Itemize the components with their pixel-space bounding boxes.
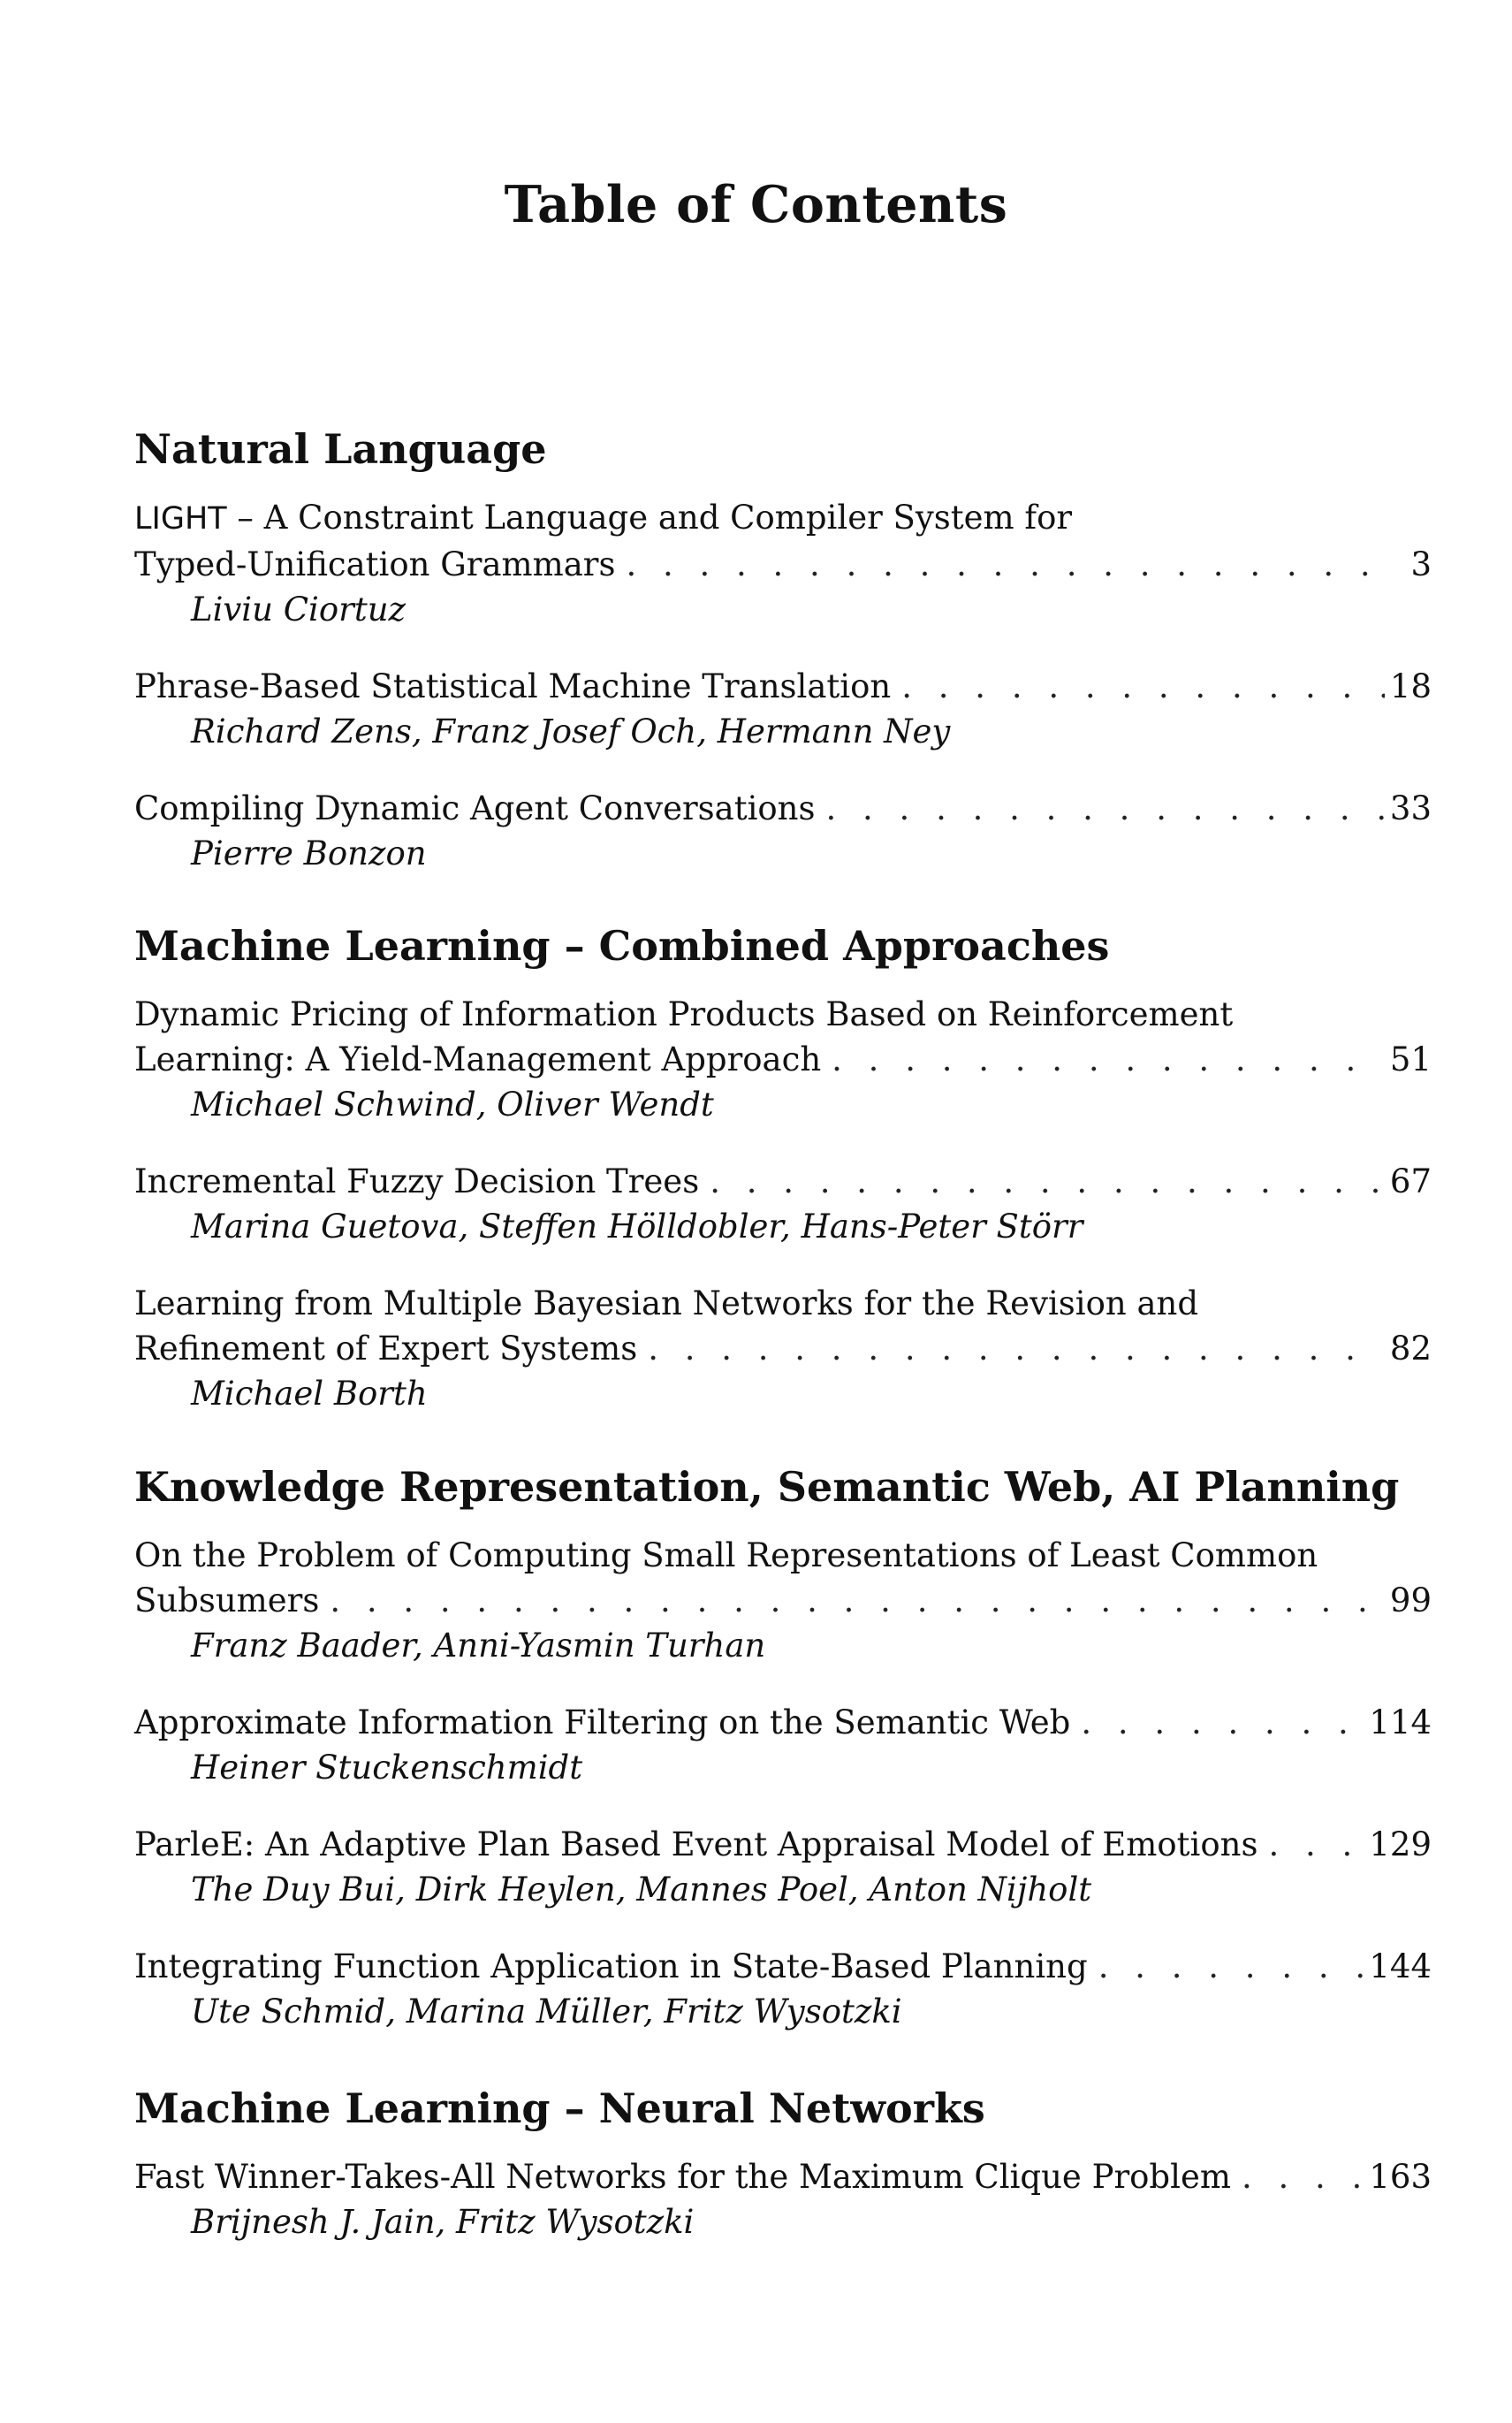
leader-dots [832,1037,1385,1082]
entry-last-line [134,786,1432,831]
toc-entry[interactable] [134,992,1432,1127]
entry-authors: Michael Schwind, Oliver Wendt [191,1086,714,1124]
section-heading: Natural Language [134,425,547,473]
entry-title: Fast Winner-Takes-All Networks for the Maximum Clique Problem [134,2158,1231,2196]
page-number[interactable]: 51 [1389,1040,1432,1078]
page-number[interactable]: 114 [1369,1703,1432,1741]
leader-dots [626,542,1391,587]
toc-entry[interactable] [134,1700,1432,1790]
entry-last-line [134,1037,1432,1082]
toc-entry[interactable] [134,1822,1432,1912]
entry-title: Incremental Fuzzy Decision Trees [134,1162,700,1200]
entry-authors: Pierre Bonzon [191,834,427,872]
page-title: Table of Contents [504,175,1008,234]
entry-authors: Michael Borth [191,1375,428,1413]
toc-entry[interactable] [134,1944,1432,2034]
entry-last-line [134,1822,1432,1867]
entry-authors: The Duy Bui, Dirk Heylen, Mannes Poel, Anton Nijholt [191,1871,1092,1909]
entry-last-line [134,1159,1432,1204]
leader-dots [826,786,1385,831]
page-number[interactable]: 129 [1369,1825,1432,1863]
entry-authors: Brijnesh J. Jain, Fritz Wysotzki [191,2203,695,2241]
toc-section [134,919,1432,1416]
toc-entry[interactable] [134,2154,1432,2244]
entry-title-prefix: LIGHT [134,501,227,537]
toc-entry[interactable] [134,1159,1432,1249]
entry-last-line [134,1944,1432,1989]
entry-title: ParleE: An Adaptive Plan Based Event Appraisal Model of Emotions [134,1825,1258,1863]
entry-title: Compiling Dynamic Agent Conversations [134,789,816,827]
entry-authors: Liviu Ciortuz [191,591,406,629]
entry-last-line [134,1578,1432,1623]
entry-last-line [134,664,1432,709]
leader-dots [1242,2154,1364,2199]
entry-title: Integrating Function Application in State-Based Planning [134,1947,1088,1985]
entry-authors: Marina Guetova, Steffen Hölldobler, Hans-Peter Störr [191,1208,1083,1246]
entry-authors: Franz Baader, Anni-Yasmin Turhan [191,1627,766,1665]
toc-entry[interactable] [134,495,1432,632]
entry-authors: Richard Zens, Franz Josef Och, Hermann Ney [191,712,951,751]
leader-dots [648,1326,1385,1371]
entry-authors: Heiner Stuckenschmidt [191,1749,583,1787]
entry-last-line [134,542,1432,587]
leader-dots [1268,1822,1364,1867]
toc-section [134,2082,1432,2244]
section-heading: Knowledge Representation, Semantic Web, AI Planning [134,1463,1400,1511]
entry-authors: Ute Schmid, Marina Müller, Fritz Wysotzki [191,1992,902,2031]
page-number[interactable]: 82 [1389,1330,1432,1368]
page-number[interactable]: 67 [1389,1162,1432,1200]
entry-title: Approximate Information Filtering on the Semantic Web [134,1703,1071,1741]
entry-title: Phrase-Based Statistical Machine Translation [134,667,892,705]
entry-title-line: LIGHT – A Constraint Language and Compiler System for [134,499,1073,537]
entry-title: Subsumers [134,1581,320,1619]
entry-title: Learning: A Yield-Management Approach [134,1040,822,1078]
leader-dots [1081,1700,1364,1745]
section-heading: Machine Learning – Neural Networks [134,2084,985,2132]
entry-title: Refinement of Expert Systems [134,1330,638,1368]
toc-entry[interactable] [134,786,1432,876]
section-heading: Machine Learning – Combined Approaches [134,922,1110,970]
toc-section [134,1460,1432,2034]
toc-entry[interactable] [134,664,1432,754]
toc-section [134,423,1432,876]
leader-dots [710,1159,1385,1204]
page-number[interactable]: 99 [1389,1581,1432,1619]
page-number[interactable]: 144 [1369,1947,1432,1985]
entry-title-line: Learning from Multiple Bayesian Networks for the Revision and [134,1284,1199,1322]
entry-last-line [134,1326,1432,1371]
leader-dots [1098,1944,1364,1989]
entry-last-line [134,2154,1432,2199]
page-number[interactable]: 163 [1369,2158,1432,2196]
entry-title-line: On the Problem of Computing Small Representations of Least Common [134,1536,1318,1574]
page-number[interactable]: 33 [1389,789,1432,827]
page-number[interactable]: 3 [1410,545,1432,583]
page-number[interactable]: 18 [1389,667,1432,705]
toc-entry[interactable] [134,1281,1432,1416]
entry-title-line: Dynamic Pricing of Information Products Based on Reinforcement [134,995,1234,1033]
entry-title: Typed-Unification Grammars [134,545,616,583]
leader-dots [330,1578,1385,1623]
toc-entry[interactable] [134,1533,1432,1668]
entry-last-line [134,1700,1432,1745]
leader-dots [901,664,1385,709]
